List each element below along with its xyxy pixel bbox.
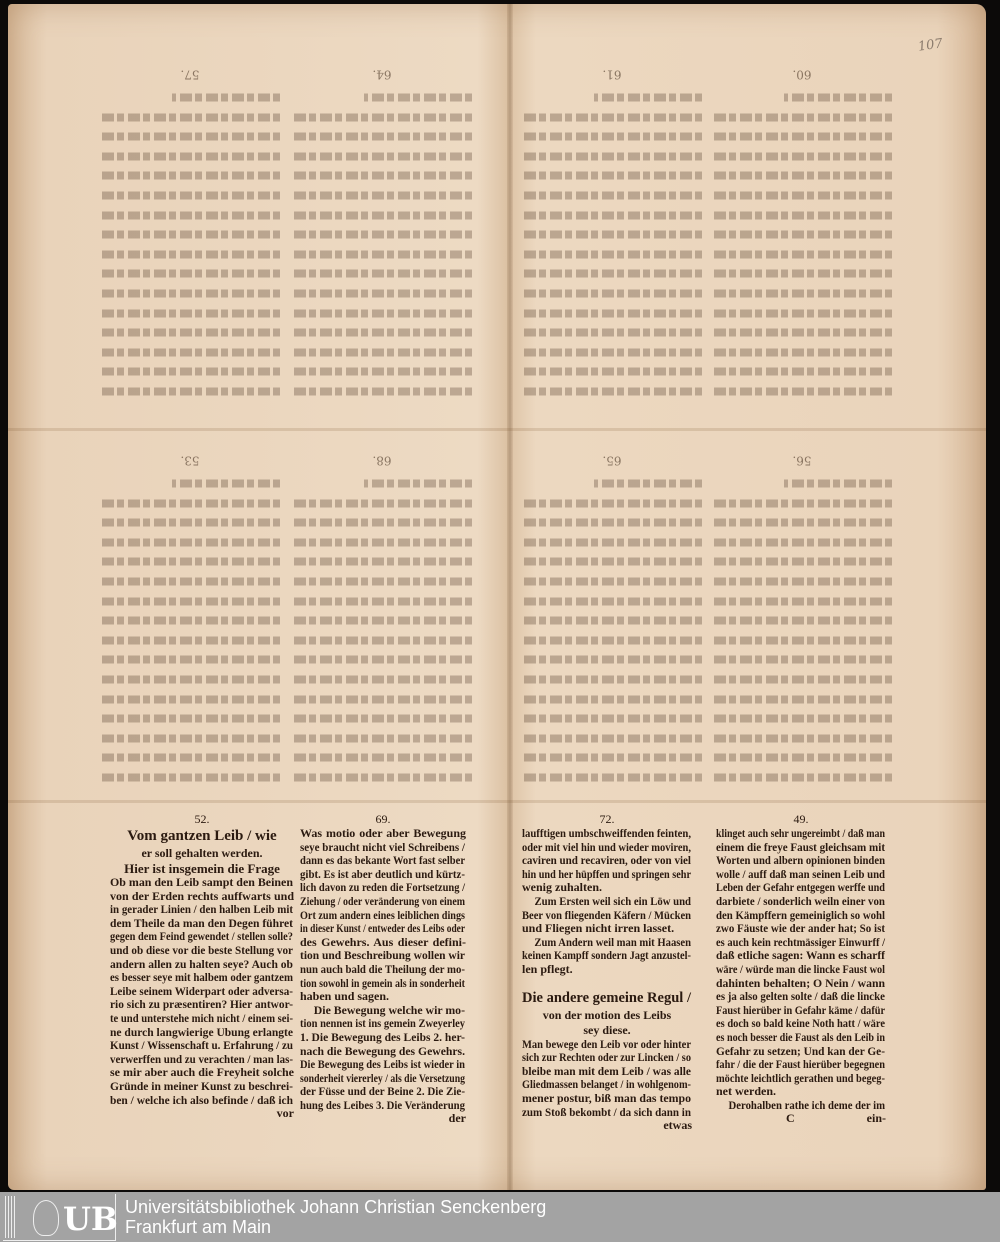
text-line: der bbox=[448, 1111, 466, 1126]
text-line: des Gewehrs. Aus dieser defini- bbox=[300, 934, 466, 949]
text-line: len pflegt. bbox=[522, 961, 573, 976]
inverted-page bbox=[712, 448, 892, 782]
inverted-text-line bbox=[292, 388, 472, 396]
text-line: Die Bewegung welche wir mo- bbox=[313, 1002, 465, 1017]
text-line: Derohalben rathe ich deme der im bbox=[728, 1097, 885, 1112]
inverted-text-line bbox=[522, 499, 702, 507]
inverted-text-line bbox=[100, 734, 280, 742]
inverted-text-line bbox=[292, 676, 472, 684]
inverted-text-line bbox=[100, 538, 280, 546]
text-line: vor bbox=[276, 1106, 294, 1121]
inverted-text-line bbox=[100, 695, 280, 703]
text-line: in dieser Kunst / entweder des Leibs oder bbox=[300, 921, 465, 936]
inverted-text-line bbox=[100, 676, 280, 684]
text-line: Gefahr zu setzen; Und kan der Ge- bbox=[716, 1043, 885, 1058]
inverted-text-line bbox=[522, 558, 702, 566]
portrait-icon bbox=[33, 1200, 59, 1236]
text-line: nun auch bald die Theilung der mo- bbox=[300, 961, 465, 976]
inverted-text-line bbox=[712, 695, 892, 703]
page-69 bbox=[300, 812, 466, 1126]
inverted-text-line bbox=[292, 578, 472, 586]
inverted-text-line bbox=[522, 695, 702, 703]
inverted-text-line bbox=[522, 538, 702, 546]
inverted-text-line bbox=[522, 715, 702, 723]
text-line: dahinten behalten; O Nein / wann bbox=[716, 975, 885, 990]
inverted-text-line bbox=[522, 578, 702, 586]
inverted-text-line bbox=[100, 133, 280, 141]
inverted-text-line bbox=[172, 94, 280, 102]
inverted-text-line bbox=[522, 754, 702, 762]
text-line: wäre / würde man die lincke Faust wol bbox=[716, 961, 885, 976]
horizontal-fold bbox=[8, 428, 986, 431]
text-line: und ob diese vor die beste Stellung vor bbox=[110, 942, 293, 957]
text-line: Ziehung / oder veränderung von einem bbox=[300, 893, 465, 908]
section-heading-sub: er soll gehalten werden. bbox=[141, 846, 263, 860]
text-line: dann es das bekante Wort fast selber bbox=[300, 853, 465, 868]
text-line: und Fliegen nicht irren lasset. bbox=[522, 921, 675, 936]
inverted-text-line bbox=[100, 597, 280, 605]
inverted-text-line bbox=[712, 774, 892, 782]
section-heading-sub: sey diese. bbox=[583, 1022, 631, 1037]
text-line: dem Theile da man den Degen führet bbox=[110, 915, 293, 930]
inverted-text-line bbox=[100, 754, 280, 762]
inverted-page bbox=[522, 448, 702, 782]
inverted-text-line bbox=[522, 113, 702, 121]
page-72 bbox=[522, 812, 692, 1133]
inverted-text-line bbox=[292, 774, 472, 782]
inverted-text-line bbox=[292, 250, 472, 258]
catchword: ein- bbox=[866, 1111, 886, 1126]
text-line: bleibe man mit dem Leib / was alle bbox=[522, 1063, 691, 1078]
inverted-text-line bbox=[100, 578, 280, 586]
text-line: laufftigen umbschweiffenden feinten, bbox=[522, 826, 691, 840]
inverted-text-line bbox=[100, 499, 280, 507]
library-name-line1: Universitätsbibliothek Johann Christian Senckenberg bbox=[125, 1197, 547, 1217]
inverted-text-line bbox=[712, 636, 892, 644]
inverted-text-line bbox=[292, 519, 472, 527]
inverted-text-line bbox=[100, 348, 280, 356]
inverted-text-line bbox=[100, 231, 280, 239]
text-line: seye braucht nicht viel Schreibens / bbox=[300, 839, 465, 854]
inverted-text-line bbox=[100, 113, 280, 121]
inverted-text-line bbox=[292, 231, 472, 239]
inverted-page bbox=[712, 62, 892, 396]
inverted-text-line bbox=[712, 211, 892, 219]
text-line: es doch so bald keine Noth hatt / wäre bbox=[716, 1016, 885, 1031]
text-line: den Kämpffern gemeiniglich so wohl bbox=[716, 907, 885, 922]
inverted-page bbox=[292, 62, 472, 396]
inverted-text-line bbox=[522, 519, 702, 527]
inverted-text-line bbox=[522, 211, 702, 219]
inverted-text-line bbox=[712, 231, 892, 239]
text-line: Zum Ersten weil sich ein Löw und bbox=[534, 893, 691, 908]
text-line: ben / welche ich also befinde / daß ich bbox=[110, 1092, 293, 1107]
text-line: Beer von fliegenden Käfern / Mücken bbox=[522, 907, 691, 922]
inverted-text-line bbox=[100, 290, 280, 298]
inverted-text-line bbox=[712, 499, 892, 507]
inverted-text-line bbox=[522, 231, 702, 239]
inverted-page bbox=[100, 448, 280, 782]
text-line: rio sich zu præsentiren? Hier antwor- bbox=[110, 997, 293, 1012]
inverted-text-line bbox=[292, 309, 472, 317]
text-line: haben und sagen. bbox=[300, 989, 390, 1004]
text-line: keinen Kampff sondern Jagt anzustel- bbox=[522, 948, 691, 963]
library-logo bbox=[3, 1194, 116, 1241]
text-line: Ort zum andern eines leiblichen dings bbox=[300, 907, 465, 922]
inverted-text-line bbox=[712, 133, 892, 141]
text-line: zum Stoß bekombt / da sich dann in bbox=[522, 1104, 691, 1119]
inverted-text-line bbox=[522, 270, 702, 278]
inverted-text-line bbox=[292, 754, 472, 762]
inverted-text-line bbox=[712, 676, 892, 684]
inverted-text-line bbox=[292, 656, 472, 664]
inverted-text-line bbox=[594, 94, 702, 102]
text-line: te und unterstehe mich nicht / einem sei- bbox=[110, 1010, 293, 1025]
inverted-text-line bbox=[100, 172, 280, 180]
inverted-text-line bbox=[712, 329, 892, 337]
inverted-text-line bbox=[712, 388, 892, 396]
inverted-text-line bbox=[712, 368, 892, 376]
section-heading-sub: von der motion des Leibs bbox=[542, 1007, 672, 1022]
inverted-text-line bbox=[292, 133, 472, 141]
inverted-text-line bbox=[522, 656, 702, 664]
inverted-text-line bbox=[712, 152, 892, 160]
signature-mark: C bbox=[786, 1111, 795, 1126]
horizontal-fold bbox=[8, 800, 986, 803]
inverted-text-line bbox=[712, 250, 892, 258]
inverted-text-line bbox=[522, 290, 702, 298]
inverted-text-line bbox=[292, 152, 472, 160]
inverted-text-line bbox=[522, 734, 702, 742]
inverted-text-line bbox=[172, 480, 280, 488]
text-line: ne durch langwierige Ubung erlangte bbox=[110, 1024, 293, 1039]
inverted-text-line bbox=[364, 94, 472, 102]
text-line: Zum Andern weil man mit Haasen bbox=[534, 934, 691, 949]
text-line: tion und Beschreibung wollen wir bbox=[300, 948, 465, 963]
page-number: 56. bbox=[792, 454, 812, 468]
inverted-text-line bbox=[100, 192, 280, 200]
text-line: der Füsse und der Beine 2. Die Zie- bbox=[300, 1084, 465, 1099]
text-line: fahr / die der Faust hierüber begegnen bbox=[716, 1057, 885, 1072]
inverted-text-line bbox=[100, 329, 280, 337]
page-number: 65. bbox=[602, 454, 622, 468]
text-line: 1. Die Bewegung des Leibs 2. her- bbox=[300, 1029, 465, 1044]
inverted-page bbox=[522, 62, 702, 396]
inverted-text-line bbox=[522, 250, 702, 258]
inverted-text-line bbox=[292, 558, 472, 566]
inverted-text-line bbox=[712, 558, 892, 566]
inverted-text-line bbox=[712, 270, 892, 278]
inverted-text-line bbox=[292, 290, 472, 298]
inverted-text-line bbox=[100, 519, 280, 527]
inverted-text-line bbox=[712, 519, 892, 527]
inverted-text-line bbox=[712, 172, 892, 180]
section-heading: Vom gantzen Leib / wie bbox=[127, 828, 277, 844]
text-line: Leibe seinem Widerpart oder adversa- bbox=[110, 983, 293, 998]
inverted-text-line bbox=[712, 597, 892, 605]
text-line: zwo Fäuste wie der ander hat; So ist bbox=[716, 921, 885, 936]
library-footer bbox=[0, 1192, 1000, 1242]
text-line: Gliedmassen belanget / in wohlgenom- bbox=[522, 1077, 691, 1092]
text-line: lich davon zu reden die Fortsetzung / bbox=[300, 880, 465, 895]
page-number: 57. bbox=[180, 68, 200, 82]
text-line: verwerffen und zu verachten / man las- bbox=[110, 1051, 293, 1066]
page-number: 72. bbox=[599, 812, 615, 826]
inverted-page bbox=[100, 62, 280, 396]
inverted-text-line bbox=[100, 309, 280, 317]
inverted-text-line bbox=[522, 774, 702, 782]
text-line: möchte leichtlich gerathen und begeg- bbox=[716, 1070, 885, 1085]
text-line: tion sowohl in gemein als in sonderheit bbox=[300, 975, 465, 990]
inverted-text-line bbox=[292, 270, 472, 278]
inverted-text-line bbox=[292, 172, 472, 180]
inverted-text-line bbox=[784, 94, 892, 102]
subheading: Hier ist insgemein die Frage bbox=[124, 861, 280, 876]
inverted-text-line bbox=[292, 192, 472, 200]
text-line: hung des Leibes 3. Die Veränderung bbox=[300, 1097, 465, 1112]
inverted-text-line bbox=[292, 695, 472, 703]
inverted-text-line bbox=[712, 754, 892, 762]
text-line: es ja also gelten solte / daß die lincke bbox=[716, 989, 885, 1004]
library-name bbox=[125, 1197, 546, 1237]
text-line: mener postur, biß man das tempo bbox=[522, 1090, 691, 1105]
text-line: Ob man den Leib sampt den Beinen bbox=[110, 875, 293, 889]
inverted-text-line bbox=[292, 538, 472, 546]
text-line: tion nennen ist ins gemein Zweyerley bbox=[300, 1016, 465, 1031]
inverted-page bbox=[292, 448, 472, 782]
text-line: einem die freye Faust gleichsam mit bbox=[716, 839, 885, 854]
inverted-text-line bbox=[712, 348, 892, 356]
inverted-text-line bbox=[712, 578, 892, 586]
inverted-text-line bbox=[292, 329, 472, 337]
inverted-text-line bbox=[712, 192, 892, 200]
page-number: 69. bbox=[375, 812, 391, 826]
inverted-text-line bbox=[522, 329, 702, 337]
text-line: sich zur Rechten oder zur Lincken / so bbox=[522, 1050, 691, 1065]
inverted-text-line bbox=[292, 597, 472, 605]
inverted-text-line bbox=[712, 113, 892, 121]
text-line: Leben der Gefahr entgegen werffe und bbox=[716, 880, 885, 895]
inverted-text-line bbox=[100, 368, 280, 376]
inverted-text-line bbox=[784, 480, 892, 488]
inverted-text-line bbox=[292, 113, 472, 121]
inverted-text-line bbox=[522, 172, 702, 180]
inverted-text-line bbox=[292, 636, 472, 644]
text-line: Die Bewegung des Leibs ist wieder in bbox=[300, 1057, 465, 1072]
text-line: Gründe in meiner Kunst zu beschrei- bbox=[110, 1078, 293, 1093]
inverted-text-line bbox=[292, 348, 472, 356]
inverted-text-line bbox=[100, 617, 280, 625]
text-line: es noch besser die Faust als den Leib in bbox=[716, 1029, 885, 1044]
inverted-text-line bbox=[522, 152, 702, 160]
logo-text: UB bbox=[63, 1200, 118, 1238]
text-line: es auch kein rechtmässiger Einwurff / bbox=[716, 934, 885, 949]
page-52 bbox=[110, 812, 294, 1121]
text-line: Kunst / Wissenschaft u. Erfahrung / zu bbox=[110, 1038, 293, 1053]
text-line: Was motio oder aber Bewegung bbox=[300, 826, 466, 840]
inverted-text-line bbox=[100, 250, 280, 258]
text-line: se mir aber auch die Freyheit solche bbox=[110, 1065, 294, 1080]
text-line: etwas bbox=[663, 1118, 692, 1133]
text-line: gegen dem Feind gewendet / stellen solle? bbox=[110, 929, 293, 944]
text-line: von der Erden rechts auffwarts und bbox=[110, 888, 294, 903]
inverted-text-line bbox=[100, 774, 280, 782]
page-number: 60. bbox=[792, 68, 812, 82]
inverted-text-line bbox=[712, 538, 892, 546]
inverted-text-line bbox=[522, 368, 702, 376]
inverted-text-line bbox=[292, 368, 472, 376]
inverted-text-line bbox=[712, 309, 892, 317]
inverted-text-line bbox=[292, 715, 472, 723]
page-number: 53. bbox=[180, 454, 200, 468]
center-fold bbox=[507, 4, 513, 1190]
text-line: sonderheit viererley / als die Versetzung bbox=[300, 1070, 465, 1085]
text-line: wenig zuhalten. bbox=[522, 880, 603, 895]
page-number: 49. bbox=[793, 812, 809, 826]
text-line: in gerader Linien / den halben Leib mit bbox=[110, 902, 293, 917]
inverted-text-line bbox=[522, 597, 702, 605]
text-line: gibt. Es ist aber deutlich und kürtz- bbox=[300, 866, 465, 881]
text-line: Man bewege den Leib vor oder hinter bbox=[522, 1036, 691, 1051]
section-heading: Die andere gemeine Regul / bbox=[522, 989, 691, 1006]
inverted-text-line bbox=[712, 290, 892, 298]
inverted-text-line bbox=[522, 309, 702, 317]
text-line: darbiete / sonderlich weiln einer von bbox=[716, 893, 885, 908]
inverted-text-line bbox=[100, 211, 280, 219]
page-number: 68. bbox=[372, 454, 392, 468]
inverted-text-line bbox=[712, 617, 892, 625]
text-line: caviren und recaviren, oder von viel bbox=[522, 853, 691, 868]
inverted-text-line bbox=[522, 636, 702, 644]
text-line: Worten und albern opinionen binden bbox=[716, 853, 885, 868]
text-line: daß etliche sagen: Wann es scharff bbox=[716, 948, 885, 963]
inverted-text-line bbox=[522, 348, 702, 356]
inverted-text-line bbox=[100, 656, 280, 664]
inverted-text-line bbox=[292, 211, 472, 219]
inverted-text-line bbox=[292, 617, 472, 625]
text-line: Faust hierüber in Gefahr käme / dafür bbox=[716, 1002, 885, 1017]
inverted-text-line bbox=[100, 558, 280, 566]
inverted-text-line bbox=[522, 192, 702, 200]
pillars-icon bbox=[5, 1196, 17, 1238]
inverted-text-line bbox=[522, 617, 702, 625]
text-line: nach die Bewegung des Gewehrs. bbox=[300, 1043, 465, 1058]
inverted-text-line bbox=[100, 715, 280, 723]
inverted-text-line bbox=[522, 388, 702, 396]
text-line: wolle / auff daß man seinen Leib und bbox=[716, 866, 885, 881]
inverted-text-line bbox=[100, 636, 280, 644]
text-line: klinget auch sehr ungereimbt / daß man bbox=[716, 826, 885, 840]
inverted-text-line bbox=[522, 133, 702, 141]
inverted-text-line bbox=[292, 499, 472, 507]
text-line: net werden. bbox=[716, 1084, 776, 1099]
inverted-text-line bbox=[100, 388, 280, 396]
inverted-text-line bbox=[712, 734, 892, 742]
text-line: andern allen zu halten seye? Auch ob bbox=[110, 956, 293, 971]
archive-number: 107 bbox=[917, 36, 944, 55]
text-line: es besser seye mit halbem oder gantzem bbox=[110, 970, 293, 985]
inverted-text-line bbox=[594, 480, 702, 488]
inverted-text-line bbox=[100, 152, 280, 160]
page-49 bbox=[716, 812, 886, 1128]
page-number: 52. bbox=[194, 812, 210, 826]
inverted-text-line bbox=[522, 676, 702, 684]
inverted-text-line bbox=[364, 480, 472, 488]
text-line: oder mit viel hin und wieder moviren, bbox=[522, 839, 691, 854]
inverted-text-line bbox=[712, 715, 892, 723]
page-number: 64. bbox=[372, 68, 392, 82]
page-number: 61. bbox=[602, 68, 622, 82]
inverted-text-line bbox=[292, 734, 472, 742]
library-name-line2: Frankfurt am Main bbox=[125, 1217, 272, 1237]
text-line: hin und her hüpffen und springen sehr bbox=[522, 866, 691, 881]
inverted-text-line bbox=[712, 656, 892, 664]
inverted-text-line bbox=[100, 270, 280, 278]
